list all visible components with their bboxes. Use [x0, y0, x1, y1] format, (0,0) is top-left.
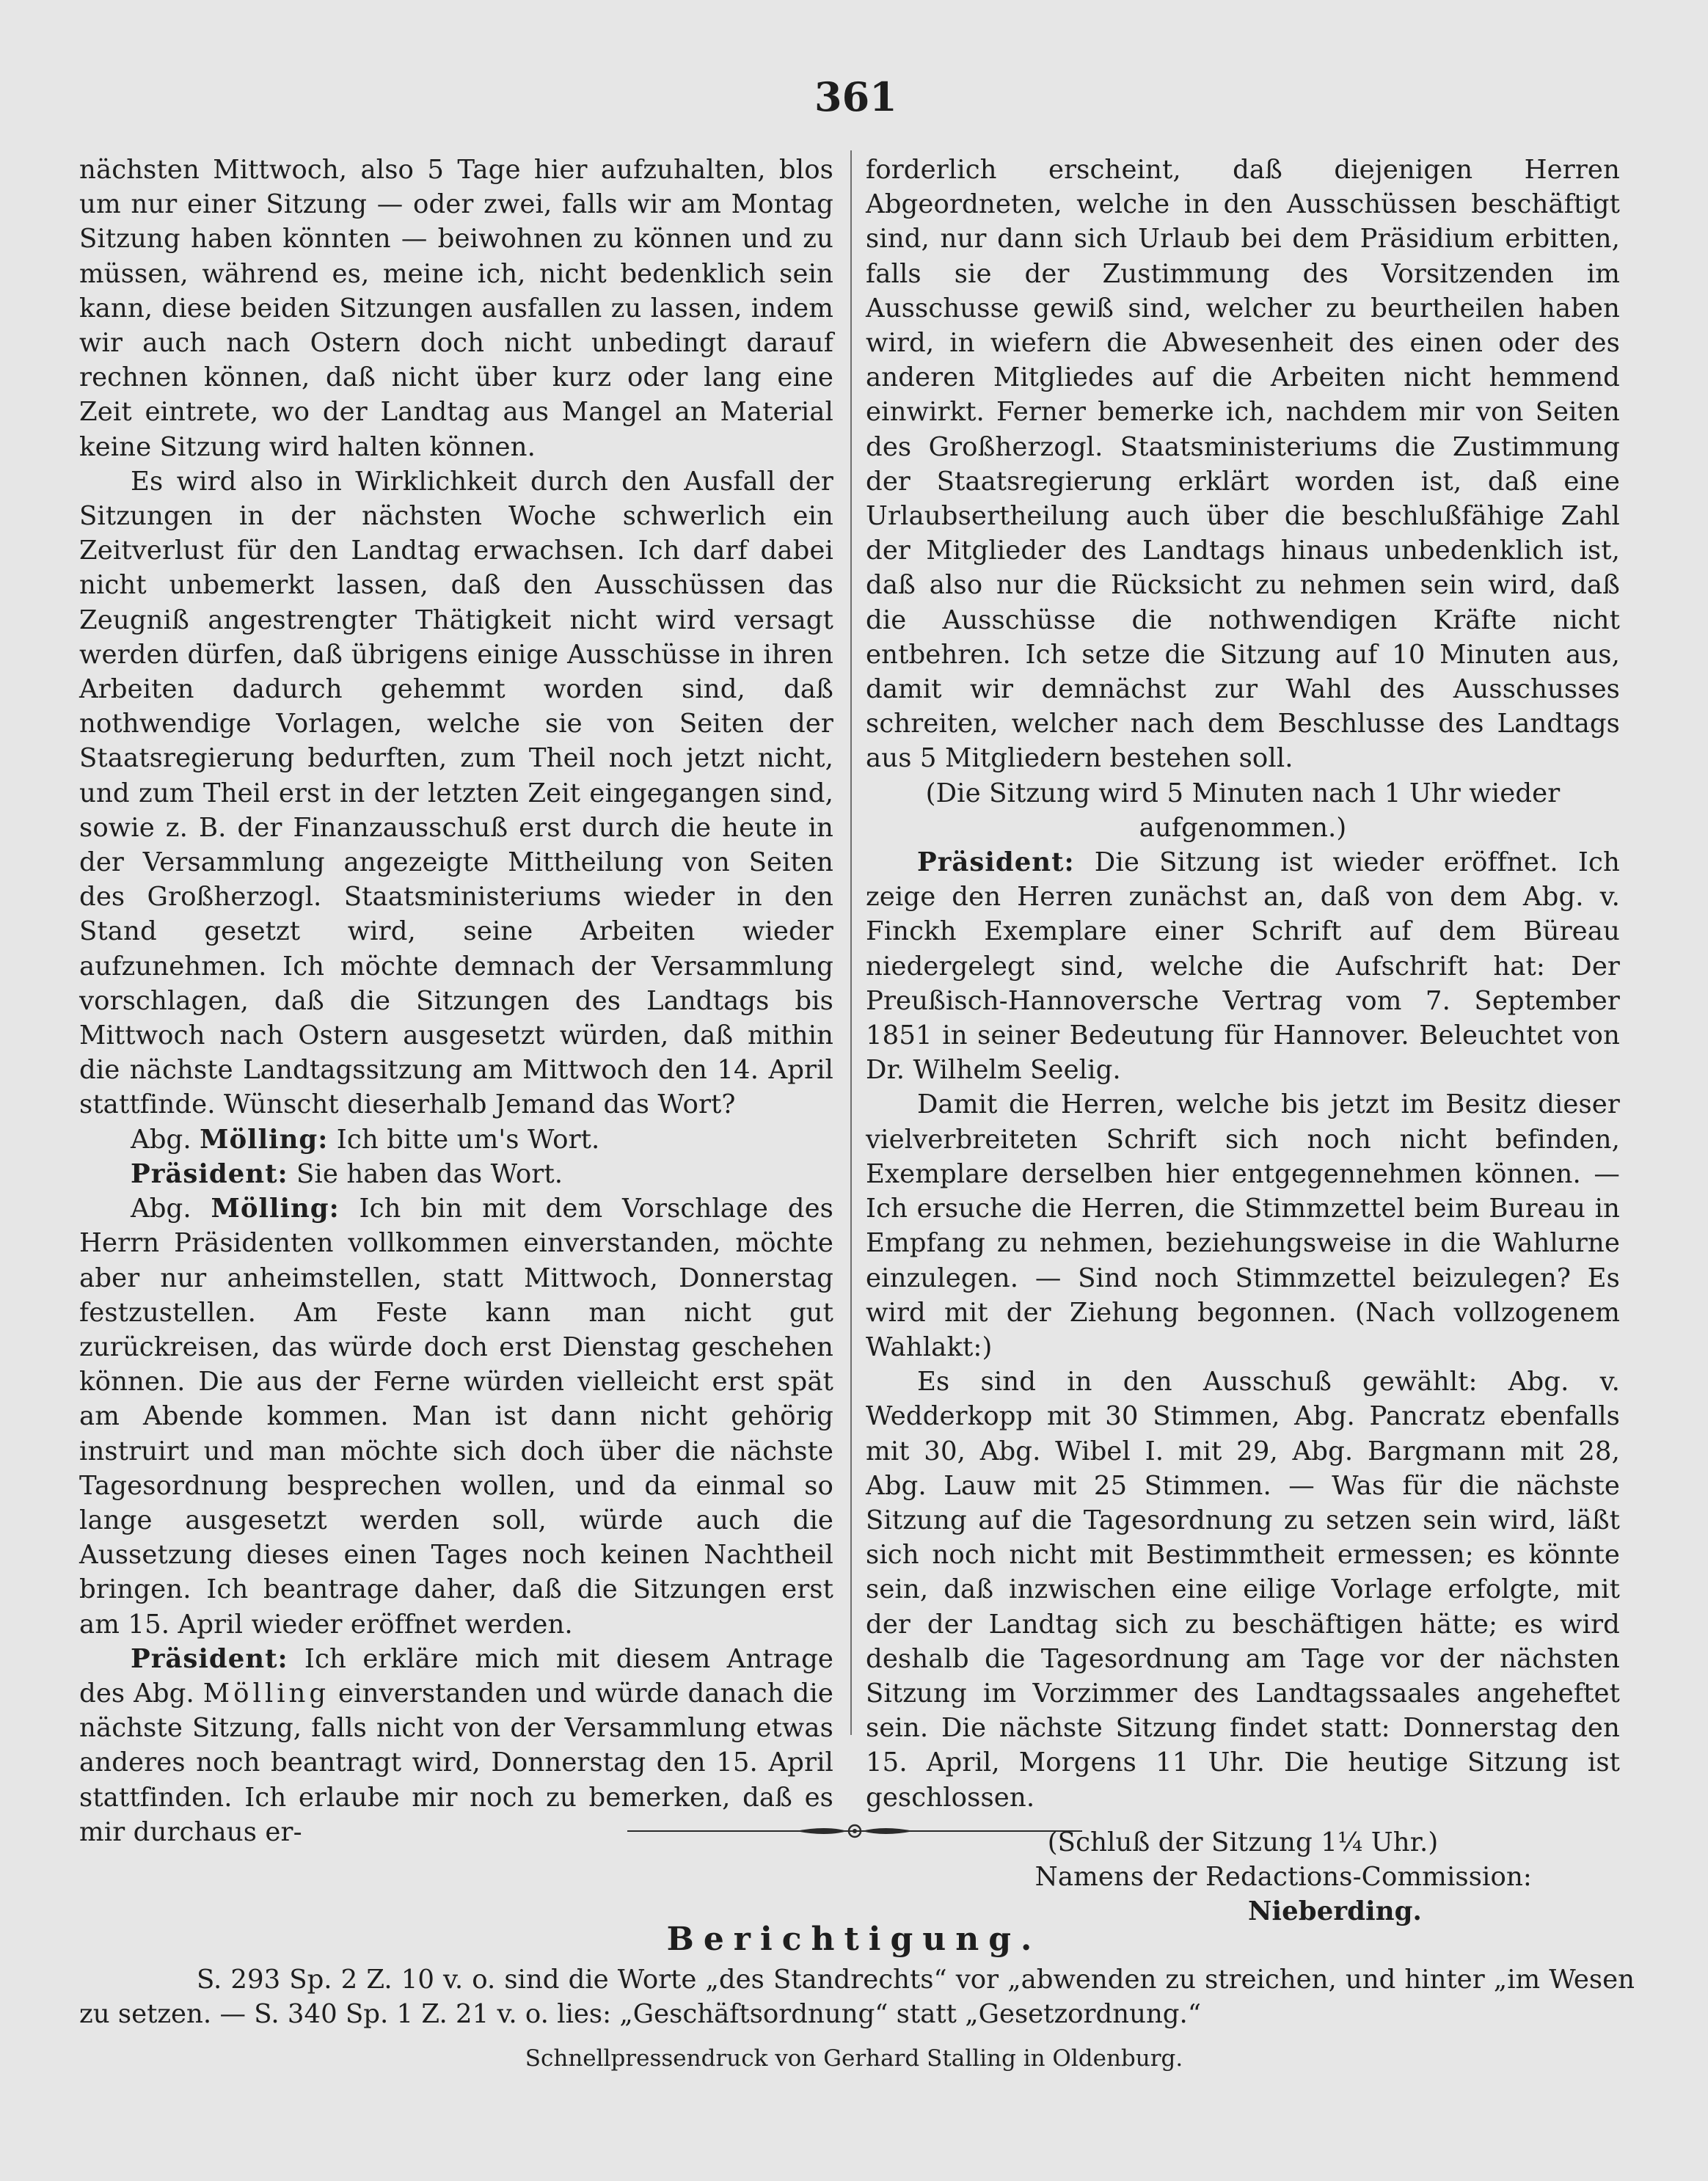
- speaker-prefix: Abg.: [131, 1124, 200, 1155]
- paragraph: forderlich erscheint, daß diejenigen Herren Abgeordneten, welche in den Ausschüssen beschäftigt sind, nur dann sich Urlaub bei dem Präsidium erbitten, falls sie der Zustimmung des Vorsitzenden im Ausschusse gewiß sind, welcher zu beurtheilen haben wird, in wiefern die Abwesenheit des einen oder des anderen Mitgliedes auf die Arbeiten nicht hemmend einwirkt. Ferner bemerke ich, nachdem mir von Seiten des Großherzogl. Staatsministeriums die Zustimmung der Staatsregierung erklärt worden ist, daß eine Urlaubsertheilung auch über die beschlußfähige Zahl der Mitglieder des Landtags hinaus unbedenklich ist, daß also nur die Rücksicht zu nehmen sein wird, daß die Ausschüsse die nothwendigen Kräfte nicht entbehren. Ich setze die Sitzung auf 10 Minuten aus, damit wir demnächst zur Wahl des Ausschusses schreiten, welcher nach dem Beschlusse des Landtags aus 5 Mitgliedern bestehen soll.: [866, 155, 1620, 774]
- speech-paragraph: [79, 1191, 833, 1642]
- printer-colophon: Schnellpressendruck von Gerhard Stalling in Oldenburg.: [525, 2045, 1183, 2072]
- speaker-name: Präsident:: [131, 1158, 288, 1189]
- speaker-name: Mölling:: [211, 1194, 340, 1224]
- page-number: 361: [814, 73, 897, 120]
- spaced-name: Mölling: [202, 1678, 330, 1709]
- session-note: (Die Sitzung wird 5 Minuten nach 1 Uhr wieder aufgenommen.): [925, 778, 1561, 843]
- paragraph: Es wird also in Wirklichkeit durch den Ausfall der Sitzungen in der nächsten Woche schwerlich ein Zeitverlust für den Landtag erwachsen. Ich darf dabei nicht unbemerkt lassen, daß den Ausschüssen das Zeugniß angestrengter Thätigkeit nicht wird versagt werden dürfen, daß übrigens einige Ausschüsse in ihren Arbeiten dadurch gehemmt worden sind, daß nothwendige Vorlagen, welche sie von Seiten der Staatsregierung bedurften, zum Theil noch jetzt nicht, und zum Theil erst in der letzten Zeit eingegangen sind, sowie z. B. der Finanzausschuß erst durch die heute in der Versammlung angezeigte Mittheilung von Seiten des Großherzogl. Staatsministeriums wieder in den Stand gesetzt wird, seine Arbeiten wieder aufzunehmen. Ich möchte demnach der Versammlung vorschlagen, daß die Sitzungen des Landtags bis Mittwoch nach Ostern ausgesetzt würden, daß mithin die nächste Landtagssitzung am Mittwoch den 14. April stattfinde. Wünscht dieserhalb Jemand das Wort?: [79, 466, 833, 1120]
- paragraph: nächsten Mittwoch, also 5 Tage hier aufzuhalten, blos um nur einer Sitzung — oder zwei, falls wir am Montag Sitzung haben könnten — beiwohnen zu können und zu müssen, während es, meine ich, nicht bedenklich sein kann, diese beiden Sitzungen ausfallen zu lassen, indem wir auch nach Ostern doch nicht unbedingt darauf rechnen können, daß nicht über kurz oder lang eine Zeit eintrete, wo der Landtag aus Mangel an Material keine Sitzung wird halten können.: [79, 155, 833, 462]
- speech-text: Sie haben das Wort.: [288, 1158, 563, 1189]
- speech-paragraph: [866, 845, 1620, 1087]
- paragraph: Damit die Herren, welche bis jetzt im Besitz dieser vielverbreiteten Schrift sich noch nicht befinden, Exemplare derselben hier entgegennehmen können. — Ich ersuche die Herren, die Stimmzettel beim Bureau in Empfang zu nehmen, beziehungsweise in die Wahlurne einzulegen. — Sind noch Stimmzettel beizulegen? Es wird mit der Ziehung begonnen. (Nach vollzogenem Wahlakt:): [866, 1089, 1620, 1362]
- speech-text: einverstanden und würde danach die nächste Sitzung, falls nicht von der Versammlung etwas anderes noch beantragt wird, Donnerstag den 15. April stattfinden. Ich erlaube mir noch zu bemerken, daß es mir durchaus er-: [79, 1678, 833, 1847]
- speaker-name: Mölling:: [200, 1124, 329, 1155]
- speech-paragraph: [79, 1157, 833, 1191]
- speech-paragraph: [79, 1122, 833, 1157]
- speaker-prefix: Abg.: [131, 1194, 211, 1224]
- signature-name: Nieberding.: [1247, 1896, 1422, 1927]
- correction-text: S. 293 Sp. 2 Z. 10 v. o. sind die Worte „des Standrechts“ vor „abwenden zu streichen, und hinter „im Wesen zu setzen. — S. 340 Sp. 1 Z. 21 v. o. lies: „Geschäftsordnung“ statt „Gesetzordnung.“: [79, 1965, 1635, 2030]
- column-divider: [850, 150, 852, 1735]
- speech-paragraph: [79, 1642, 833, 1849]
- speech-text: Ich bin mit dem Vorschlage des Herrn Präsidenten vollkommen einverstanden, möchte aber nur anheimstellen, statt Mittwoch, Donnerstag festzustellen. Am Feste kann man nicht gut zurückreisen, das würde doch erst Dienstag geschehen können. Die aus der Ferne würden vielleicht erst spät am Abende kommen. Man ist dann nicht gehörig instruirt und man möchte sich doch über die nächste Tagesordnung besprechen wollen, und da einmal so lange ausgesetzt werden soll, würde auch die Aussetzung dieses einen Tages noch keinen Nachtheil bringen. Ich beantrage daher, daß die Sitzungen erst am 15. April wieder eröffnet werden.: [79, 1194, 833, 1640]
- speaker-name: Präsident:: [917, 847, 1075, 878]
- right-column: [866, 153, 1620, 1929]
- speech-text: Ich bitte um's Wort.: [328, 1124, 600, 1155]
- speech-text: Die Sitzung ist wieder eröffnet. Ich zeige den Herren zunächst an, daß von dem Abg. v. Finckh Exemplare einer Schrift auf dem Büreau niedergelegt sind, welche die Aufschrift hat: Der Preußisch-Hannoversche Vertrag vom 7. September 1851 in seiner Bedeutung für Hannover. Beleuchtet von Dr. Wilhelm Seelig.: [866, 847, 1620, 1086]
- left-column: [79, 153, 833, 1849]
- correction-title: Berichtigung.: [666, 1921, 1042, 1958]
- paragraph: Es sind in den Ausschuß gewählt: Abg. v. Wedderkopp mit 30 Stimmen, Abg. Pancratz ebenfalls mit 30, Abg. Wibel I. mit 29, Abg. Bargmann mit 28, Abg. Lauw mit 25 Stimmen. — Was für die nächste Sitzung auf die Tagesordnung zu setzen sein wird, läßt sich noch nicht mit Bestimmtheit ermessen; es könnte sein, daß inzwischen eine eilige Vorlage erfolgte, mit der der Landtag sich zu beschäftigen hätte; es wird deshalb die Tagesordnung am Tage vor der nächsten Sitzung im Vorzimmer des Landtagssaales angeheftet sein. Die nächste Sitzung findet statt: Donnerstag den 15. April, Morgens 11 Uhr. Die heutige Sitzung ist geschlossen.: [866, 1367, 1620, 1813]
- ornamental-rule: [627, 1823, 1082, 1839]
- session-note: (Schluß der Sitzung 1¼ Uhr.): [1047, 1827, 1439, 1857]
- speech-text: Ich erkläre mich mit diesem Antrage des Abg.: [79, 1643, 833, 1709]
- signature-line: Namens der Redactions-Commission:: [1034, 1861, 1532, 1892]
- speaker-name: Präsident:: [131, 1643, 288, 1674]
